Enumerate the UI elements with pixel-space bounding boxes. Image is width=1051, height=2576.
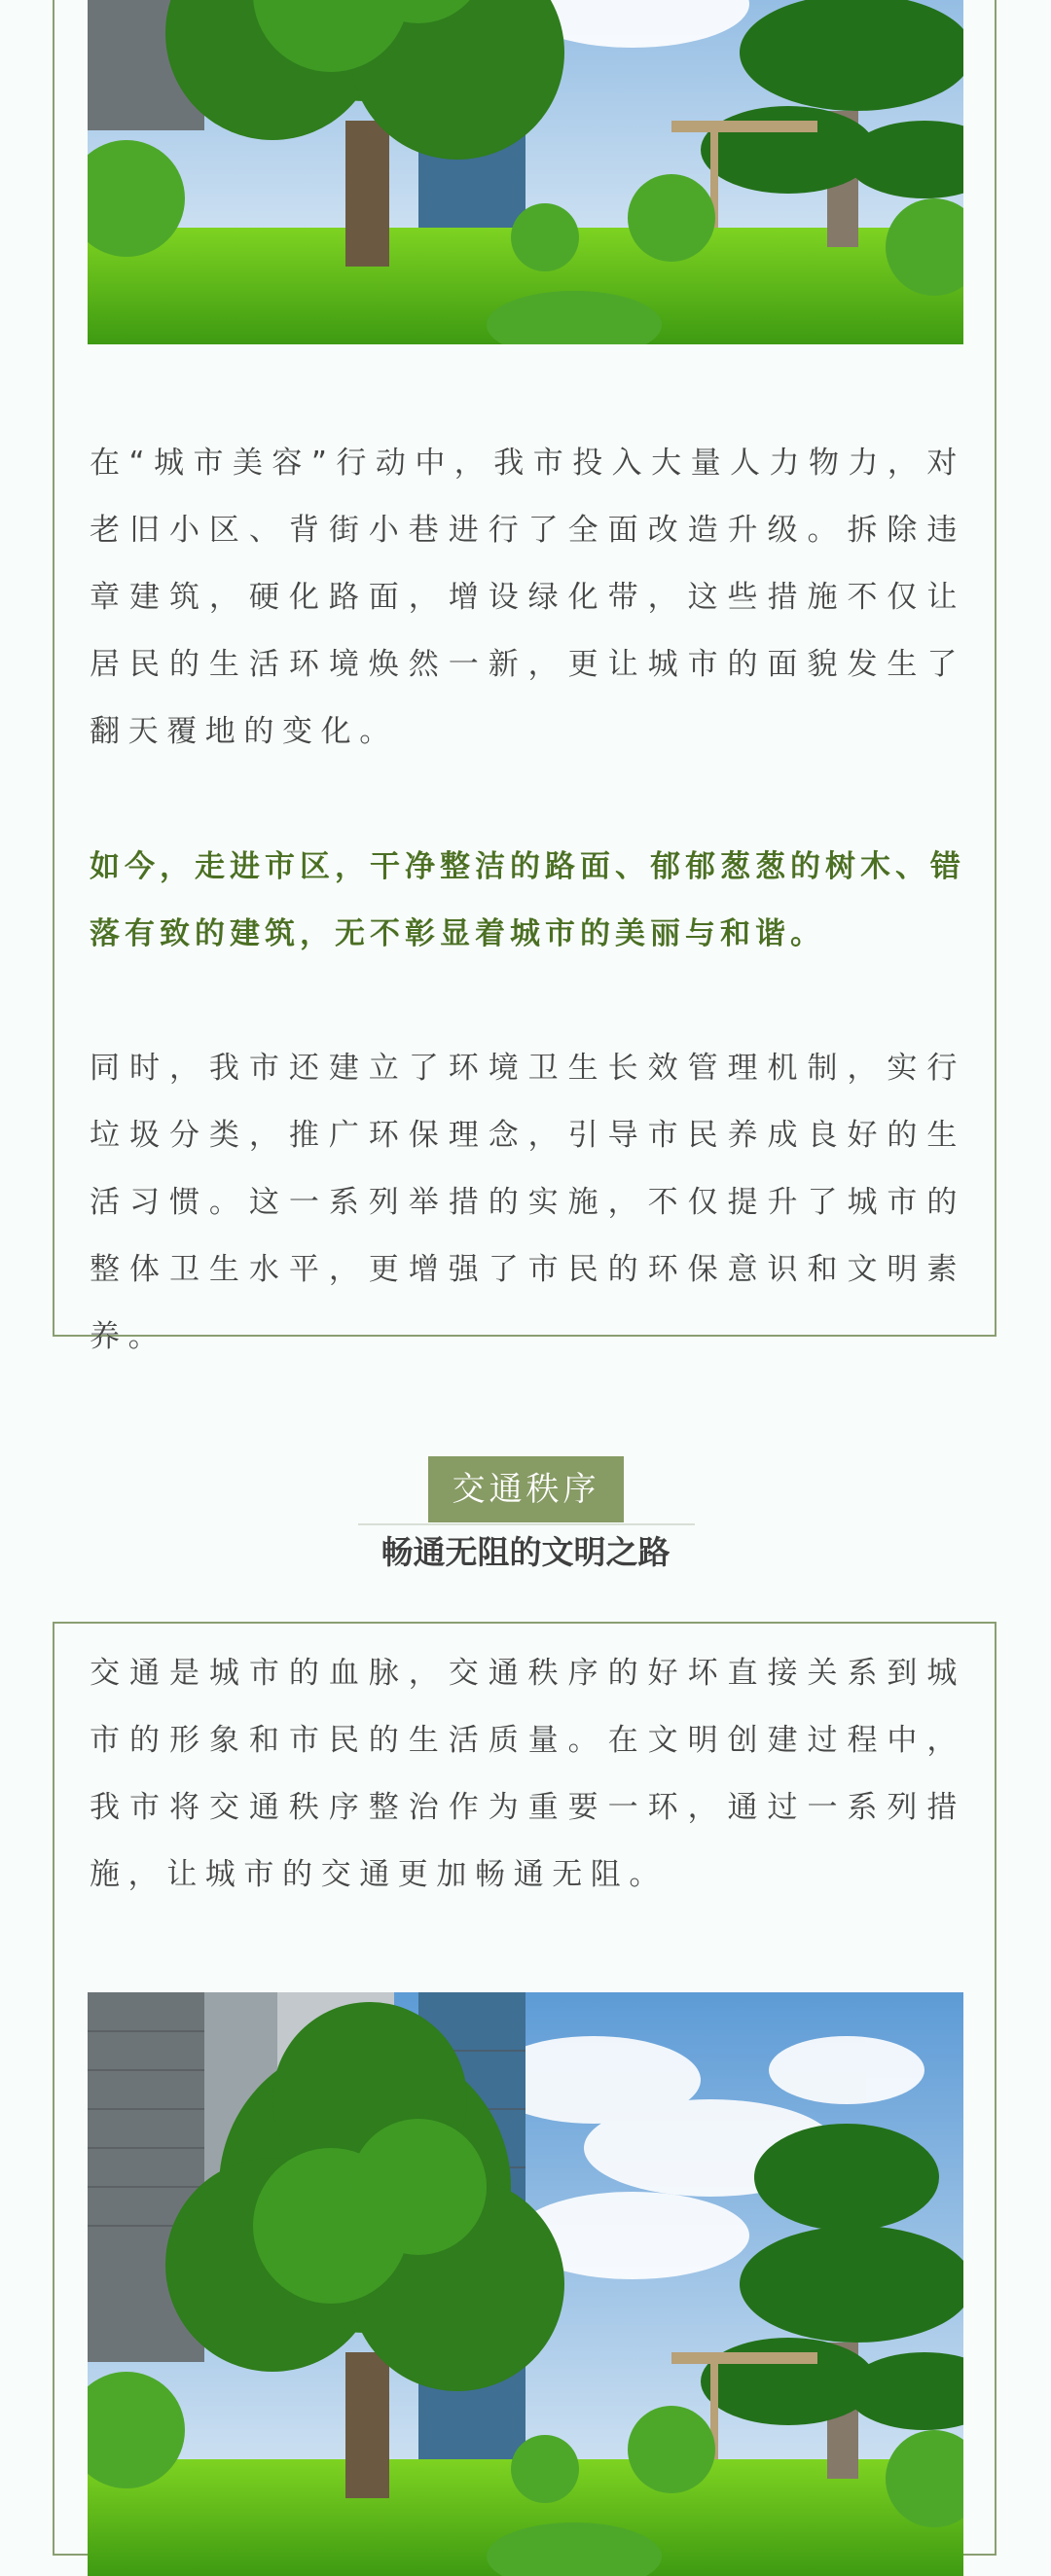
section-tag-traffic-order: 交通秩序 [428,1456,624,1522]
park-photo [88,0,963,344]
park-photo-illustration [88,0,963,344]
paragraph-city-beautification: 在“城市美容”行动中，我市投入大量人力物力，对老旧小区、背街小巷进行了全面改造升级。拆除违章建筑，硬化路面，增设绿化带，这些措施不仅让居民的生活环境焕然一新，更让城市的面貌发生了翻天覆地的变化。 [90,446,965,749]
paragraph-sanitation-mechanism: 同时，我市还建立了环境卫生长效管理机制，实行垃圾分类，推广环保理念，引导市民养成良好的生活习惯。这一系列举措的实施，不仅提升了城市的整体卫生水平，更增强了市民的环保意识和文明素养。 [90,1051,965,1354]
paragraph-traffic-intro: 交通是城市的血脉，交通秩序的好坏直接关系到城市的形象和市民的生活质量。在文明创建过程中，我市将交通秩序整治作为重要一环，通过一系列措施，让城市的交通更加畅通无阻。 [90,1656,965,1892]
park-photo-illustration [88,1992,963,2576]
content-card-traffic [53,1622,997,2556]
paragraph-highlight: 如今，走进市区，干净整洁的路面、郁郁葱葱的树木、错落有致的建筑，无不彰显着城市的美丽与和谐。 [90,849,965,951]
section-divider [358,1523,695,1525]
content-card-environment [53,0,997,1354]
park-photo [88,1992,963,2576]
section-subtitle: 畅通无阻的文明之路 [381,1533,670,1571]
